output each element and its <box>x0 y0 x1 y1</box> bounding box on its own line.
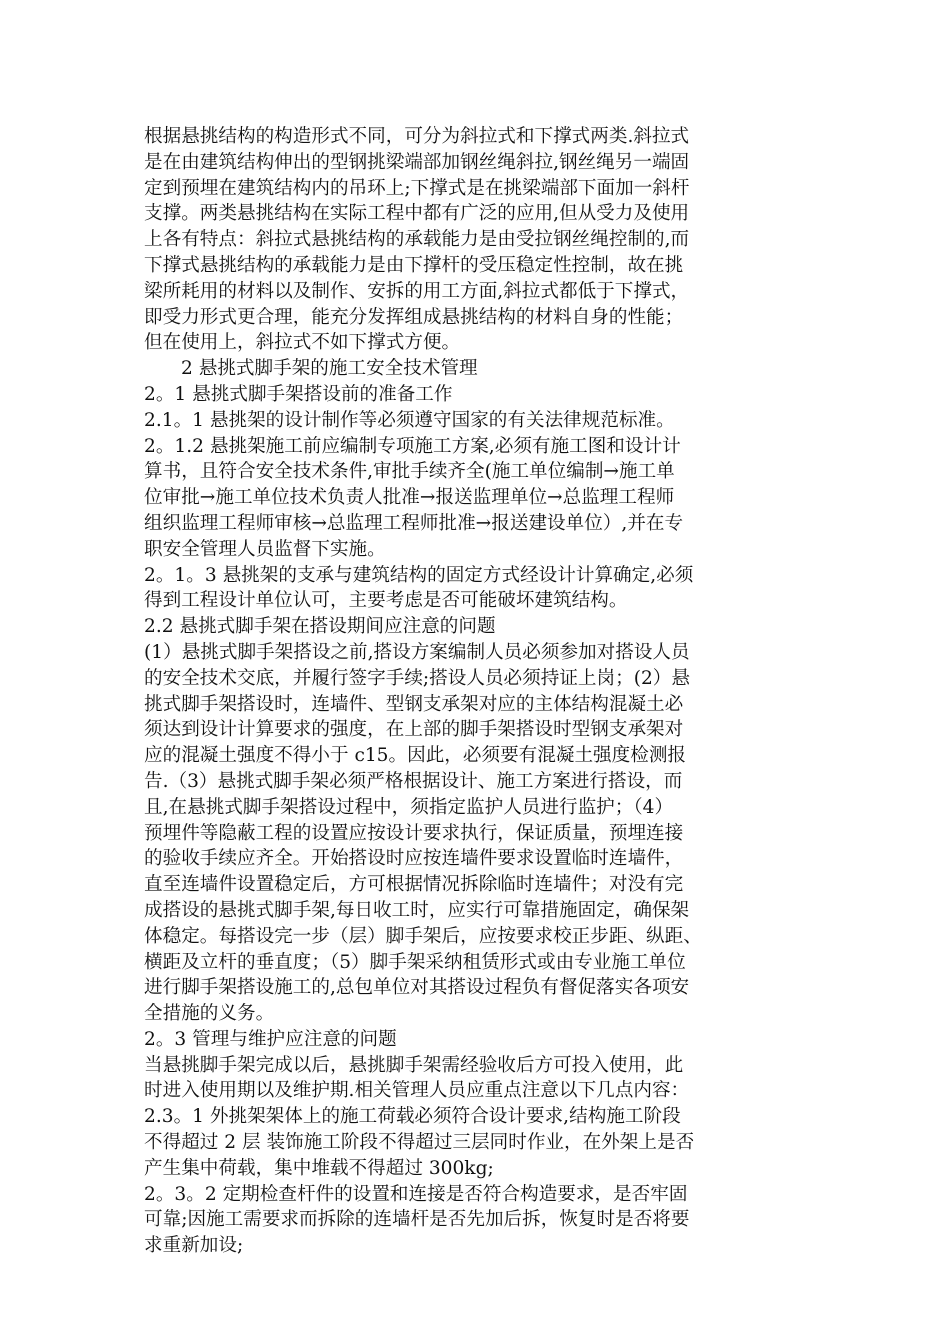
text-line: 即受力形式更合理，能充分发挥组成悬挑结构的材料自身的性能； <box>144 306 684 328</box>
text-line: (1）悬挑式脚手架搭设之前,搭设方案编制人员必须参加对搭设人员 <box>144 641 690 663</box>
text-line: 2。3 管理与维护应注意的问题 <box>144 1028 397 1050</box>
text-line: 职安全管理人员监督下实施。 <box>144 538 386 560</box>
text-line: 可靠;因施工需要求而拆除的连墙杆是否先加后拆，恢复时是否将要 <box>144 1209 690 1231</box>
text-line: 2。1.2 悬挑架施工前应编制专项施工方案,必须有施工图和设计计 <box>144 435 681 457</box>
text-line: 进行脚手架搭设施工的,总包单位对其搭设过程负有督促落实各项安 <box>144 977 690 999</box>
document-body <box>144 124 814 1259</box>
text-line: 告.（3）悬挑式脚手架必须严格根据设计、施工方案进行搭设，而 <box>144 770 683 792</box>
text-line: 产生集中荷载，集中堆载不得超过 300kg; <box>144 1157 494 1179</box>
text-line: 应的混凝土强度不得小于 c15。因此，必须要有混凝土强度检测报 <box>144 745 687 767</box>
text-line: 且,在悬挑式脚手架搭设过程中，须指定监护人员进行监护；（4） <box>144 796 674 818</box>
text-line: 2.3。1 外挑架架体上的施工荷载必须符合设计要求,结构施工阶段 <box>144 1106 681 1128</box>
text-line: 当悬挑脚手架完成以后，悬挑脚手架需经验收后方可投入使用，此 <box>144 1054 684 1076</box>
text-line: 的验收手续应齐全。开始搭设时应按连墙件要求设置临时连墙件， <box>144 848 684 870</box>
text-line: 2。3。2 定期检查杆件的设置和连接是否符合构造要求，是否牢固 <box>144 1183 688 1205</box>
text-line: 2.1。1 悬挑架的设计制作等必须遵守国家的有关法律规范标准。 <box>144 409 675 431</box>
text-line: 梁所耗用的材料以及制作、安拆的用工方面,斜拉式都低于下撑式， <box>144 280 690 302</box>
text-line: 不得超过 2 层 装饰施工阶段不得超过三层同时作业，在外架上是否 <box>144 1132 695 1154</box>
text-line: 上各有特点：斜拉式悬挑结构的承载能力是由受拉钢丝绳控制的,而 <box>144 229 690 251</box>
text-line: 位审批→施工单位技术负责人批准→报送监理单位→总监理工程师 <box>144 487 675 509</box>
text-line: 得到工程设计单位认可，主要考虑是否可能破坏建筑结构。 <box>144 590 628 612</box>
text-line: 2。1 悬挑式脚手架搭设前的准备工作 <box>144 383 453 405</box>
text-line: 2。1。3 悬挑架的支承与建筑结构的固定方式经设计计算确定,必须 <box>144 564 694 586</box>
section-heading: 2 悬挑式脚手架的施工安全技术管理 <box>181 358 478 380</box>
text-line: 成搭设的悬挑式脚手架,每日收工时，应实行可靠措施固定，确保架 <box>144 899 690 921</box>
text-line: 是在由建筑结构伸出的型钢挑梁端部加钢丝绳斜拉,钢丝绳另一端固 <box>144 151 690 173</box>
text-line: 下撑式悬挑结构的承载能力是由下撑杆的受压稳定性控制，故在挑 <box>144 254 684 276</box>
text-line: 全措施的义务。 <box>144 1003 275 1025</box>
text-line: 直至连墙件设置稳定后，方可根据情况拆除临时连墙件；对没有完 <box>144 874 684 896</box>
text-line: 须达到设计计算要求的强度，在上部的脚手架搭设时型钢支承架对 <box>144 719 684 741</box>
text-line: 支撑。两类悬挑结构在实际工程中都有广泛的应用,但从受力及使用 <box>144 203 690 225</box>
text-line: 体稳定。每搭设完一步（层）脚手架后，应按要求校正步距、纵距、 <box>144 925 702 947</box>
text-line: 求重新加设; <box>144 1235 244 1257</box>
text-line: 挑式脚手架搭设时，连墙件、型钢支承架对应的主体结构混凝土必 <box>144 693 684 715</box>
text-line: 2.2 悬挑式脚手架在搭设期间应注意的问题 <box>144 616 496 638</box>
text-line: 组织监理工程师审核→总监理工程师批准→报送建设单位）,并在专 <box>144 512 684 534</box>
text-line: 定到预埋在建筑结构内的吊环上;下撑式是在挑梁端部下面加一斜杆 <box>144 177 690 199</box>
text-line: 根据悬挑结构的构造形式不同，可分为斜拉式和下撑式两类.斜拉式 <box>144 126 690 147</box>
text-line: 时进入使用期以及维护期.相关管理人员应重点注意以下几点内容： <box>144 1080 690 1102</box>
text-line: 但在使用上，斜拉式不如下撑式方便。 <box>144 332 461 354</box>
text-line: 预埋件等隐蔽工程的设置应按设计要求执行，保证质量，预埋连接 <box>144 822 684 844</box>
text-line: 横距及立杆的垂直度；（5）脚手架采纳租赁形式或由专业施工单位 <box>144 951 686 973</box>
text-line: 的安全技术交底，并履行签字手续;搭设人员必须持证上岗；(2）悬 <box>144 667 690 689</box>
text-line: 算书，且符合安全技术条件,审批手续齐全(施工单位编制→施工单 <box>144 461 675 483</box>
